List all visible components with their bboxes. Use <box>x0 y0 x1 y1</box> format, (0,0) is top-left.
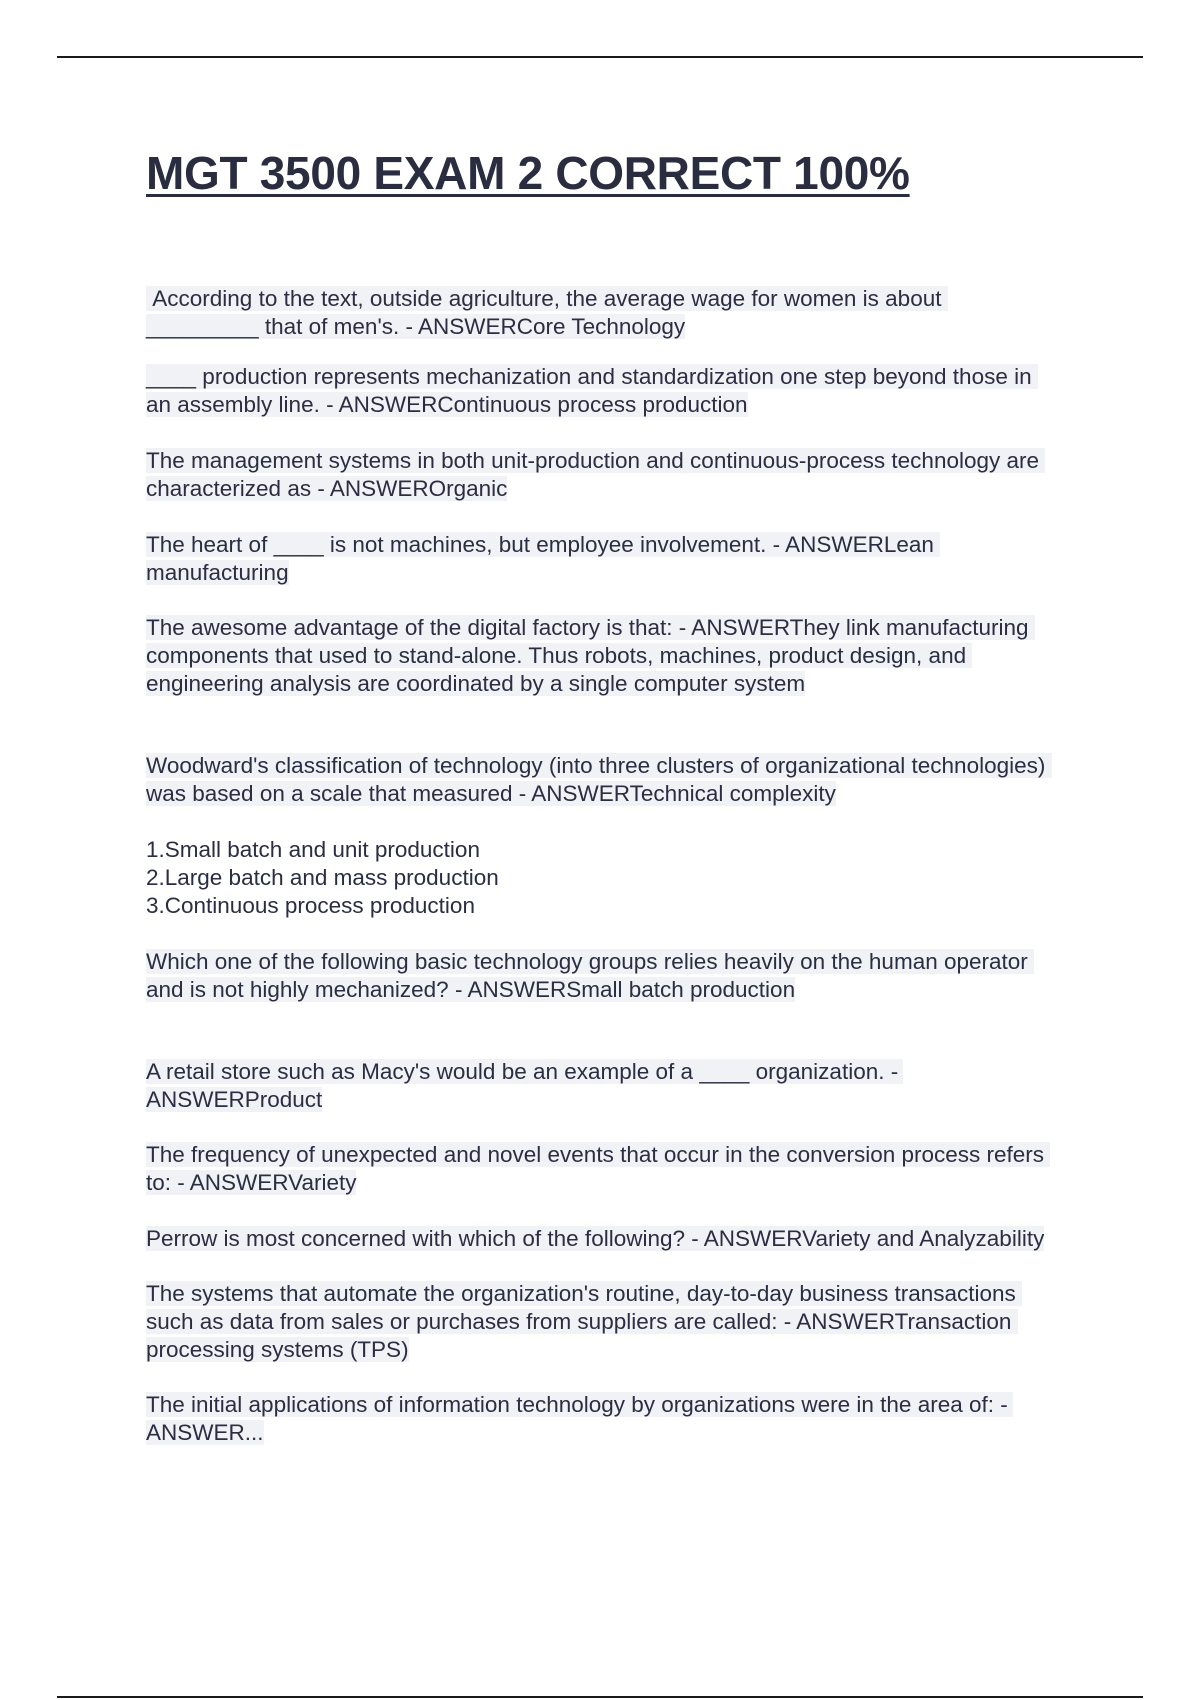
document-body <box>146 285 1052 1447</box>
list-item: 3.Continuous process production <box>146 893 475 918</box>
header-rule <box>57 56 1143 58</box>
qa-item: Perrow is most concerned with which of the following? - ANSWERVariety and Analyzability <box>146 1226 1045 1251</box>
qa-item: According to the text, outside agriculture, the average wage for women is about _________ that of men's. - ANSWERCore Technology <box>146 286 948 339</box>
document-title: MGT 3500 EXAM 2 CORRECT 100% <box>146 147 910 199</box>
qa-item: The awesome advantage of the digital factory is that: - ANSWERThey link manufacturing components that used to stand-alone. Thus robots, machines, product design, and engineering analysis are coordinated by a single computer system <box>146 615 1035 696</box>
qa-item: The management systems in both unit-production and continuous-process technology are characterized as - ANSWEROrganic <box>146 448 1046 501</box>
footer-rule <box>57 1696 1143 1698</box>
answer-list <box>146 836 1046 920</box>
qa-item: The initial applications of information technology by organizations were in the area of: - ANSWER... <box>146 1392 1013 1445</box>
qa-item: The systems that automate the organization's routine, day-to-day business transactions such as data from sales or purchases from suppliers are called: - ANSWERTransaction processing systems (TPS) <box>146 1281 1023 1362</box>
qa-item: The heart of ____ is not machines, but employee involvement. - ANSWERLean manufacturing <box>146 532 941 585</box>
list-item: 1.Small batch and unit production <box>146 837 480 862</box>
qa-item: ____ production represents mechanization and standardization one step beyond those in an assembly line. - ANSWERContinuous process production <box>146 364 1038 417</box>
list-item: 2.Large batch and mass production <box>146 865 499 890</box>
qa-item: A retail store such as Macy's would be an example of a ____ organization. - ANSWERProduct <box>146 1059 904 1112</box>
qa-item: Woodward's classification of technology (into three clusters of organizational technologies) was based on a scale that measured - ANSWERTechnical complexity <box>146 753 1052 806</box>
qa-item: The frequency of unexpected and novel events that occur in the conversion process refers to: - ANSWERVariety <box>146 1142 1051 1195</box>
qa-item: Which one of the following basic technology groups relies heavily on the human operator and is not highly mechanized? - ANSWERSmall batch production <box>146 949 1035 1002</box>
